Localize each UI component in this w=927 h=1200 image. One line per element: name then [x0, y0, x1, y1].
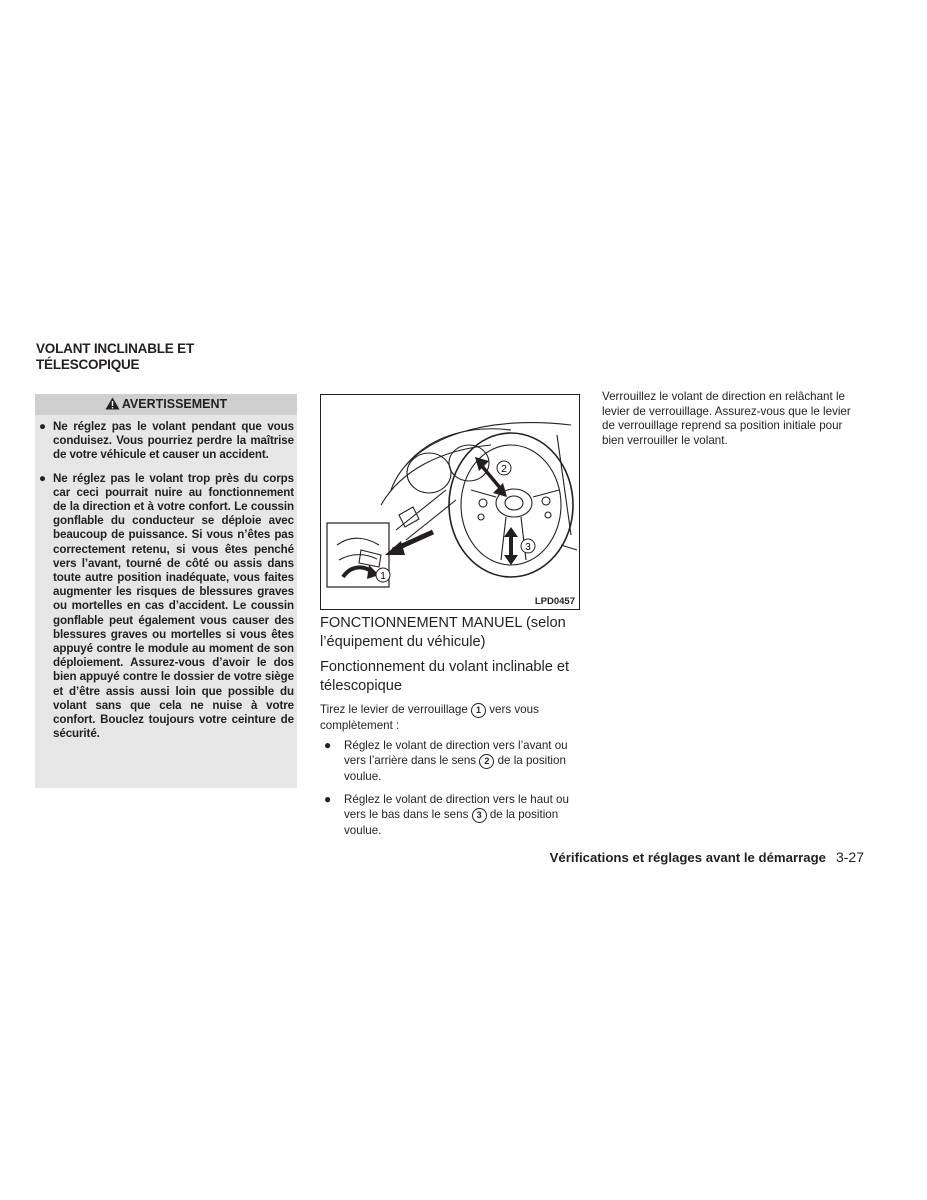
- warning-box: [35, 394, 297, 788]
- bullet-icon: ●: [324, 792, 332, 806]
- list-item: [320, 738, 582, 784]
- bullet-text-before: Réglez le volant de direction vers le haut ou vers le bas dans le sens: [344, 793, 569, 821]
- number-2-icon: 2: [479, 754, 494, 769]
- warning-item-text: Ne réglez pas le volant trop près du corps car ceci pourrait nuire au fonctionnement de la direction et à votre confort. Le coussin gonflable du conducteur se déploie avec beaucoup de puissance. Si vous n’êtes pas correctement retenu, si vous êtes penché vers l’avant, tourné de côté ou assis dans toute autre position inadéquate, vous faites augmenter les risques de blessures graves ou mortelles en cas d’accident. Le coussin gonflable peut également vous causer des blessures graves ou mortelles si vous êtes appuyé contre le module au moment de son déploiement. Assurez-vous d’avoir le dos bien appuyé contre le dossier de votre siège et d’être assis aussi loin que possible du volant sans que cela ne nuise à votre confort. Bouclez toujours votre ceinture de sécurité.: [53, 471, 294, 741]
- manual-subheading: Fonctionnement du volant inclinable et télescopique: [320, 659, 570, 694]
- chapter-title: Vérifications et réglages avant le démarrage: [549, 850, 826, 865]
- page-number: 3-27: [835, 849, 864, 865]
- callout-3-label: 3: [525, 542, 531, 553]
- bullet-text-before: Réglez le volant de direction vers l’avant ou vers l’arrière dans le sens: [344, 739, 568, 767]
- number-1-icon: 1: [471, 703, 486, 718]
- section-title-line2: TÉLESCOPIQUE: [36, 357, 140, 372]
- intro-text-before: Tirez le levier de verrouillage: [320, 703, 468, 716]
- warning-item: [35, 420, 297, 463]
- warning-item-text: Ne réglez pas le volant pendant que vous conduisez. Vous pourriez perdre la maîtrise de votre véhicule et causer un accident.: [53, 420, 294, 462]
- number-3-icon: 3: [472, 808, 487, 823]
- warning-list: [35, 420, 297, 750]
- manual-bullet-list: [320, 738, 582, 846]
- lock-instructions: Verrouillez le volant de direction en relâchant le levier de verrouillage. Assurez-vous que le levier de verrouillage reprend sa position initiale pour bien verrouiller le volant.: [602, 390, 851, 447]
- section-title: [36, 341, 296, 373]
- intro-text-after: vers vous complètement :: [320, 703, 539, 732]
- page-footer: [460, 849, 864, 865]
- steering-wheel-figure: [320, 394, 580, 610]
- bullet-text-after: de la position voulue.: [344, 754, 566, 783]
- callout-1-label: 1: [380, 571, 386, 582]
- manual-intro: [320, 702, 582, 733]
- bullet-icon: ●: [39, 420, 46, 433]
- manual-heading: FONCTIONNEMENT MANUEL (selon l’équipement du véhicule): [320, 615, 566, 650]
- warning-item: [35, 472, 297, 742]
- figure-code: LPD0457: [534, 596, 575, 607]
- steering-wheel-illustration: [321, 395, 579, 609]
- callout-2-label: 2: [501, 464, 507, 475]
- warning-header: [35, 394, 297, 415]
- warning-triangle-icon: [105, 397, 120, 410]
- bullet-icon: ●: [39, 471, 46, 485]
- section-title-line1: VOLANT INCLINABLE ET: [36, 341, 194, 356]
- bullet-text-after: de la position voulue.: [344, 808, 559, 837]
- bullet-icon: ●: [324, 738, 332, 752]
- warning-title: AVERTISSEMENT: [121, 397, 228, 411]
- list-item: [320, 792, 582, 838]
